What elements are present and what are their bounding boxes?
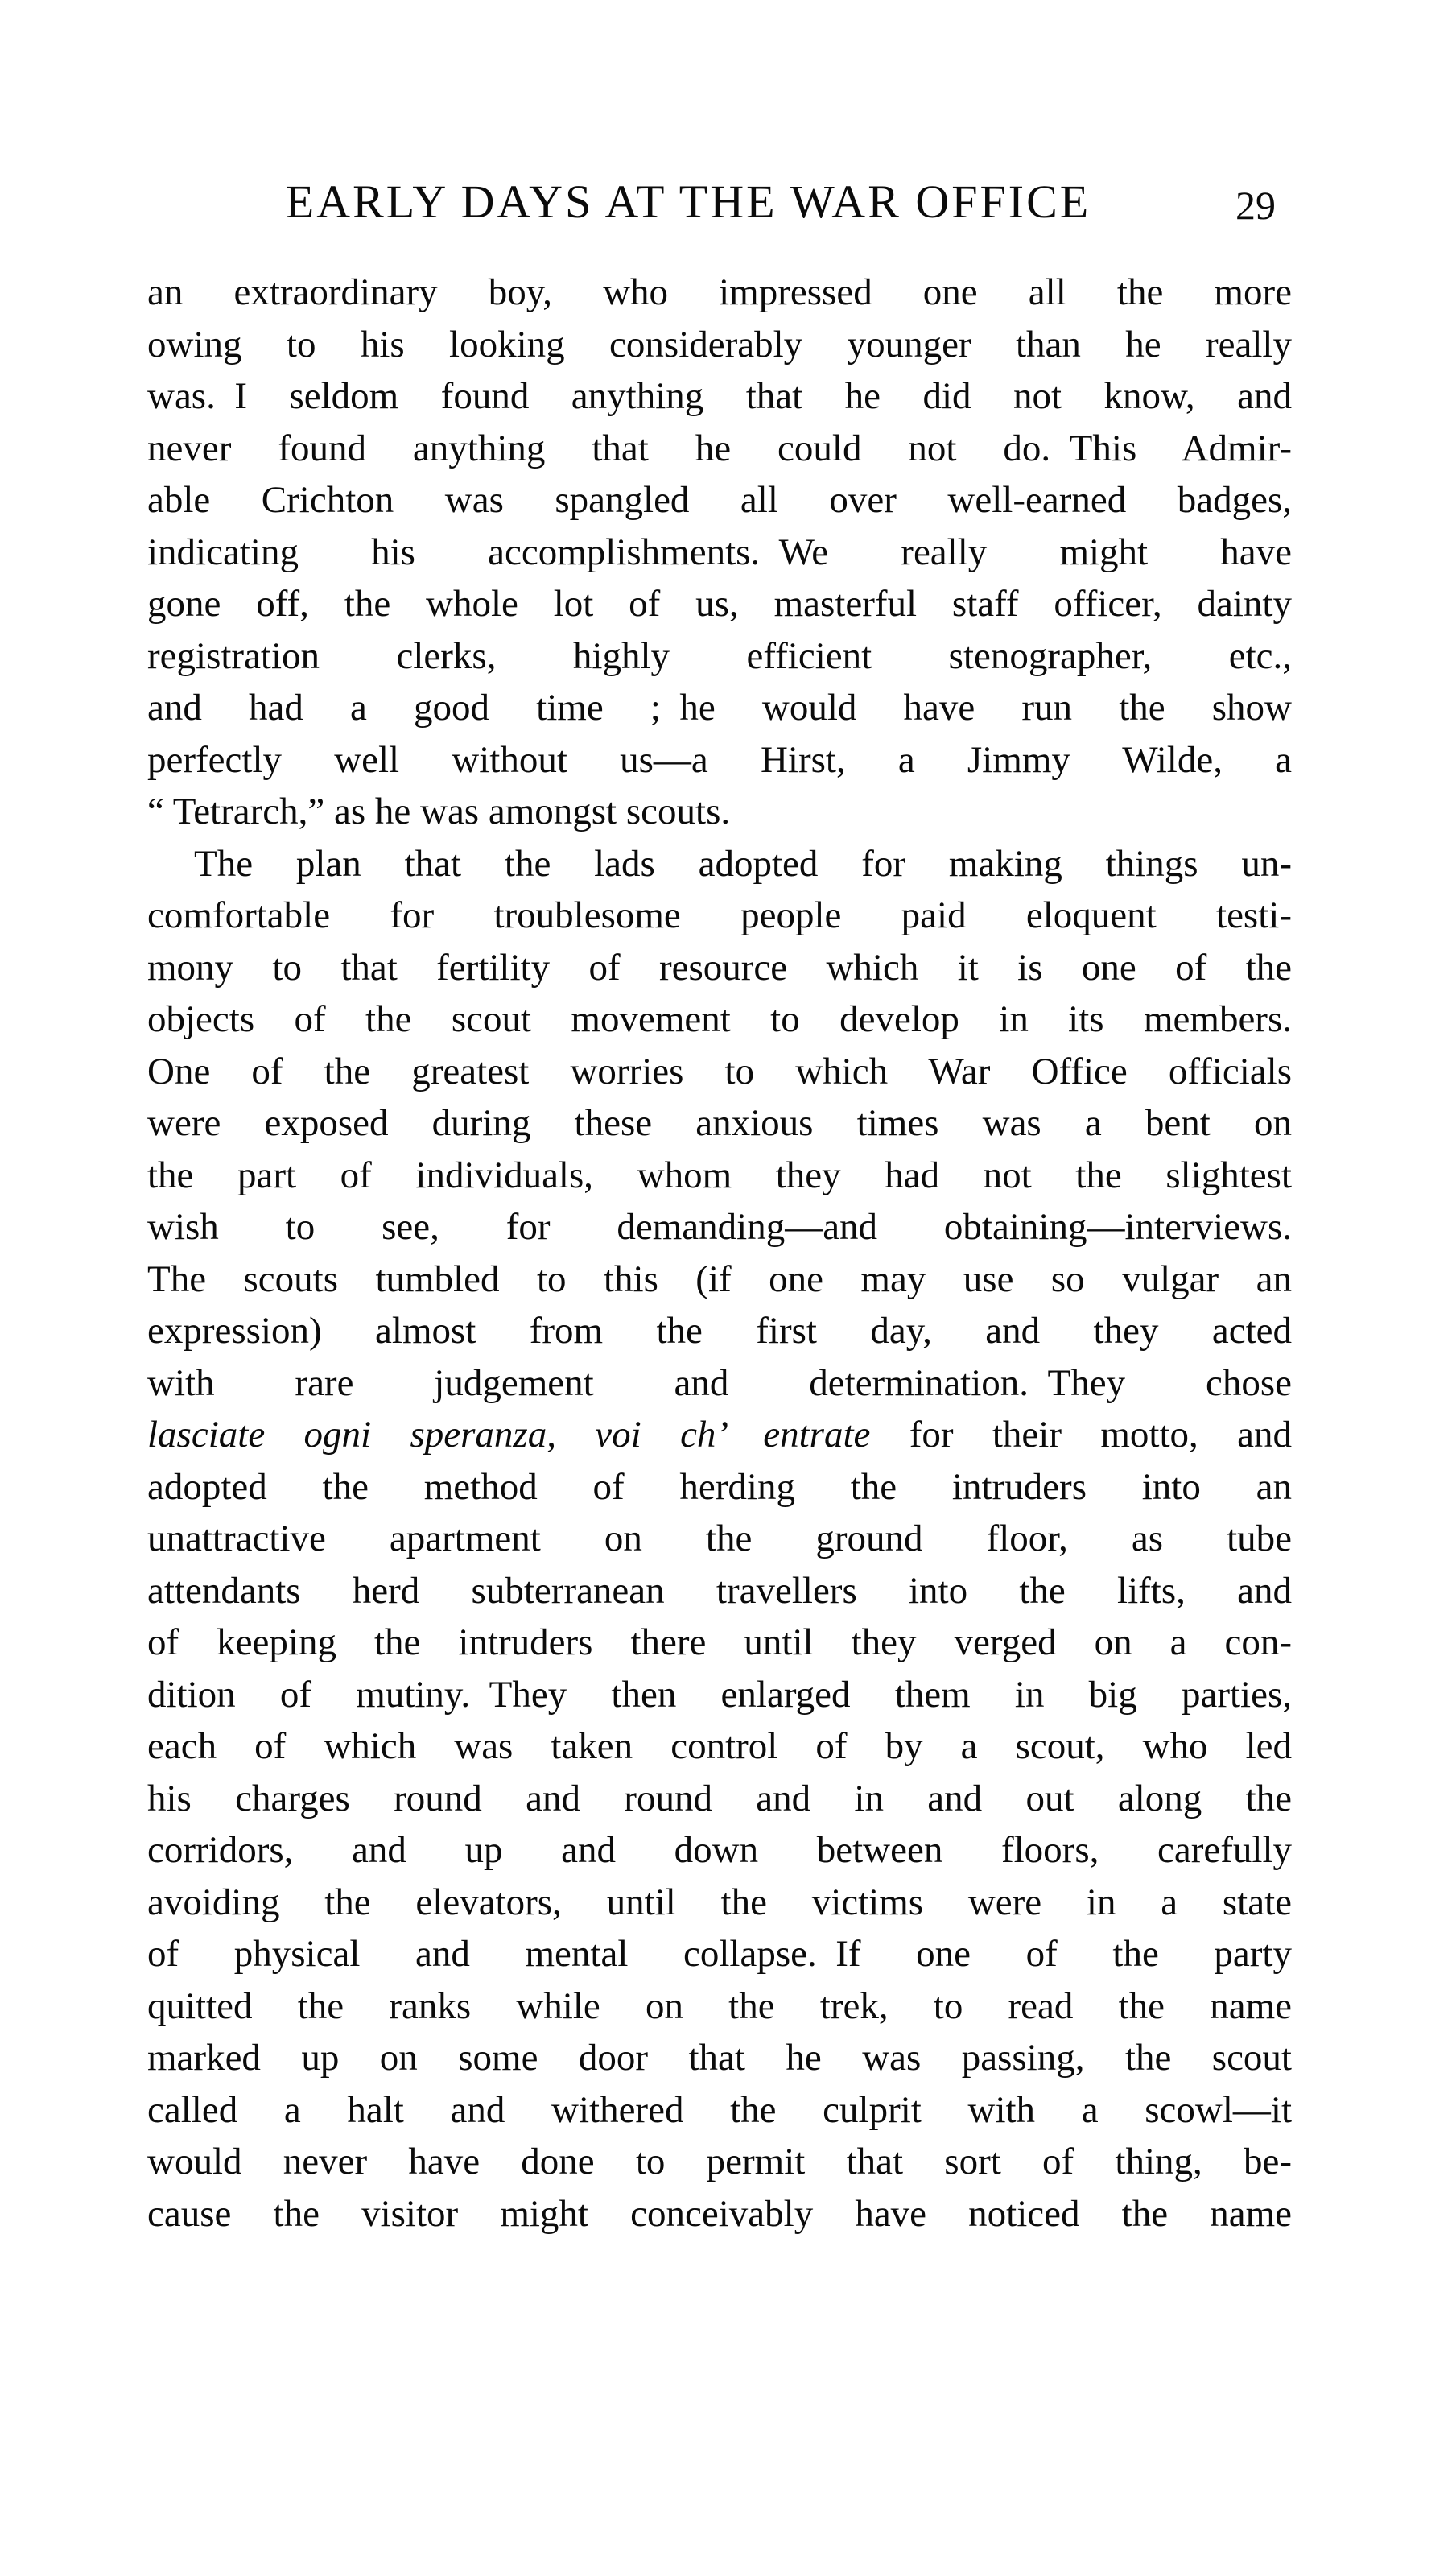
text-line xyxy=(147,1513,1292,1565)
text-segment: was. I seldom found anything that he did not know, and xyxy=(147,375,1292,417)
text-line xyxy=(147,370,1292,423)
text-line xyxy=(147,1980,1292,2033)
text-segment: registration clerks, highly efficient stenographer, etc., xyxy=(147,634,1292,677)
text-segment: perfectly well without us—a Hirst, a Jimmy Wilde, a xyxy=(147,738,1292,781)
text-segment: called a halt and withered the culprit with a scowl—it xyxy=(147,2088,1292,2131)
text-segment: each of which was taken control of by a scout, who led xyxy=(147,1725,1292,1767)
text-segment: One of the greatest worries to which War Office officials xyxy=(147,1050,1292,1092)
text-line xyxy=(147,1150,1292,1202)
text-line xyxy=(147,1669,1292,1721)
text-segment: with rare judgement and determination. They chose xyxy=(147,1361,1292,1404)
text-line xyxy=(147,1046,1292,1098)
text-line xyxy=(147,838,1292,890)
text-segment: for their motto, and xyxy=(870,1414,1292,1456)
text-segment: corridors, and up and down between floors, carefully xyxy=(147,1829,1292,1871)
text-segment: expression) almost from the first day, and they acted xyxy=(147,1310,1292,1352)
text-line xyxy=(147,1201,1292,1253)
text-segment: The scouts tumbled to this (if one may use so vulgar an xyxy=(147,1257,1292,1300)
italic-text-segment: lasciate ogni speranza, voi ch’ entrate xyxy=(147,1414,871,1456)
text-line xyxy=(147,1720,1292,1773)
page-number: 29 xyxy=(1235,183,1276,228)
text-segment: “ Tetrarch,” as he was amongst scouts. xyxy=(147,791,731,832)
text-segment: dition of mutiny. They then enlarged them in big parties, xyxy=(147,1673,1292,1716)
text-line xyxy=(147,1409,1292,1461)
text-segment: an extraordinary boy, who impressed one all the more xyxy=(147,271,1292,313)
text-segment: wish to see, for demanding—and obtaining—interviews. xyxy=(147,1206,1292,1248)
page-header xyxy=(147,176,1292,229)
text-line xyxy=(147,1565,1292,1617)
text-line xyxy=(147,1461,1292,1513)
text-line xyxy=(147,1773,1292,1825)
text-segment: objects of the scout movement to develop in its members. xyxy=(147,998,1292,1040)
text-line xyxy=(147,942,1292,994)
text-segment: unattractive apartment on the ground floor, as tube xyxy=(147,1518,1292,1559)
text-line xyxy=(147,993,1292,1046)
text-segment: of physical and mental collapse. If one of the party xyxy=(147,1933,1292,1975)
text-line xyxy=(147,423,1292,475)
text-line xyxy=(147,2188,1292,2240)
text-line xyxy=(147,630,1292,683)
text-line xyxy=(147,2136,1292,2188)
text-line xyxy=(147,786,1292,838)
text-line xyxy=(147,319,1292,371)
text-segment: quitted the ranks while on the trek, to read the name xyxy=(147,1984,1292,2027)
text-segment: indicating his accomplishments. We really might have xyxy=(147,531,1292,573)
text-segment: of keeping the intruders there until they verged on a con- xyxy=(147,1621,1292,1663)
text-line xyxy=(147,527,1292,579)
text-line xyxy=(147,474,1292,527)
text-line xyxy=(147,1305,1292,1357)
text-segment: cause the visitor might conceivably have noticed the name xyxy=(147,2192,1292,2235)
text-line xyxy=(147,1097,1292,1150)
text-segment: attendants herd subterranean travellers into the lifts, and xyxy=(147,1569,1292,1612)
text-segment: would never have done to permit that sort of thing, be- xyxy=(147,2141,1292,2182)
text-line xyxy=(147,1824,1292,1877)
text-line xyxy=(147,2084,1292,2137)
text-line xyxy=(147,1877,1292,1929)
text-segment: his charges round and round and in and out along the xyxy=(147,1777,1292,1819)
text-segment: mony to that fertility of resource which it is one of the xyxy=(147,946,1292,989)
text-line xyxy=(147,2032,1292,2084)
text-segment: the part of individuals, whom they had not the slightest xyxy=(147,1154,1292,1196)
text-line xyxy=(147,1617,1292,1669)
text-line xyxy=(147,734,1292,787)
text-line xyxy=(147,1928,1292,1980)
text-segment: and had a good time ; he would have run the show xyxy=(147,687,1292,729)
text-segment: avoiding the elevators, until the victims were in a state xyxy=(147,1881,1292,1923)
text-segment: marked up on some door that he was passing, the scout xyxy=(147,2037,1292,2079)
text-line xyxy=(147,890,1292,942)
text-line xyxy=(147,1253,1292,1306)
text-segment: able Crichton was spangled all over well-earned badges, xyxy=(147,479,1292,521)
text-line xyxy=(147,1357,1292,1410)
chapter-title: EARLY DAYS AT THE WAR OFFICE xyxy=(285,176,1091,228)
text-line xyxy=(147,682,1292,734)
text-segment: adopted the method of herding the intruders into an xyxy=(147,1465,1292,1508)
text-segment: The plan that the lads adopted for making things un- xyxy=(194,842,1292,885)
text-segment: were exposed during these anxious times was a bent on xyxy=(147,1102,1292,1144)
text-segment: never found anything that he could not do. This Admir- xyxy=(147,427,1292,469)
text-line xyxy=(147,578,1292,630)
body-text xyxy=(147,266,1292,2240)
text-segment: owing to his looking considerably younger than he really xyxy=(147,323,1292,365)
text-segment: comfortable for troublesome people paid eloquent testi- xyxy=(147,894,1292,936)
text-segment: gone off, the whole lot of us, masterful staff officer, dainty xyxy=(147,583,1292,625)
text-line xyxy=(147,266,1292,319)
